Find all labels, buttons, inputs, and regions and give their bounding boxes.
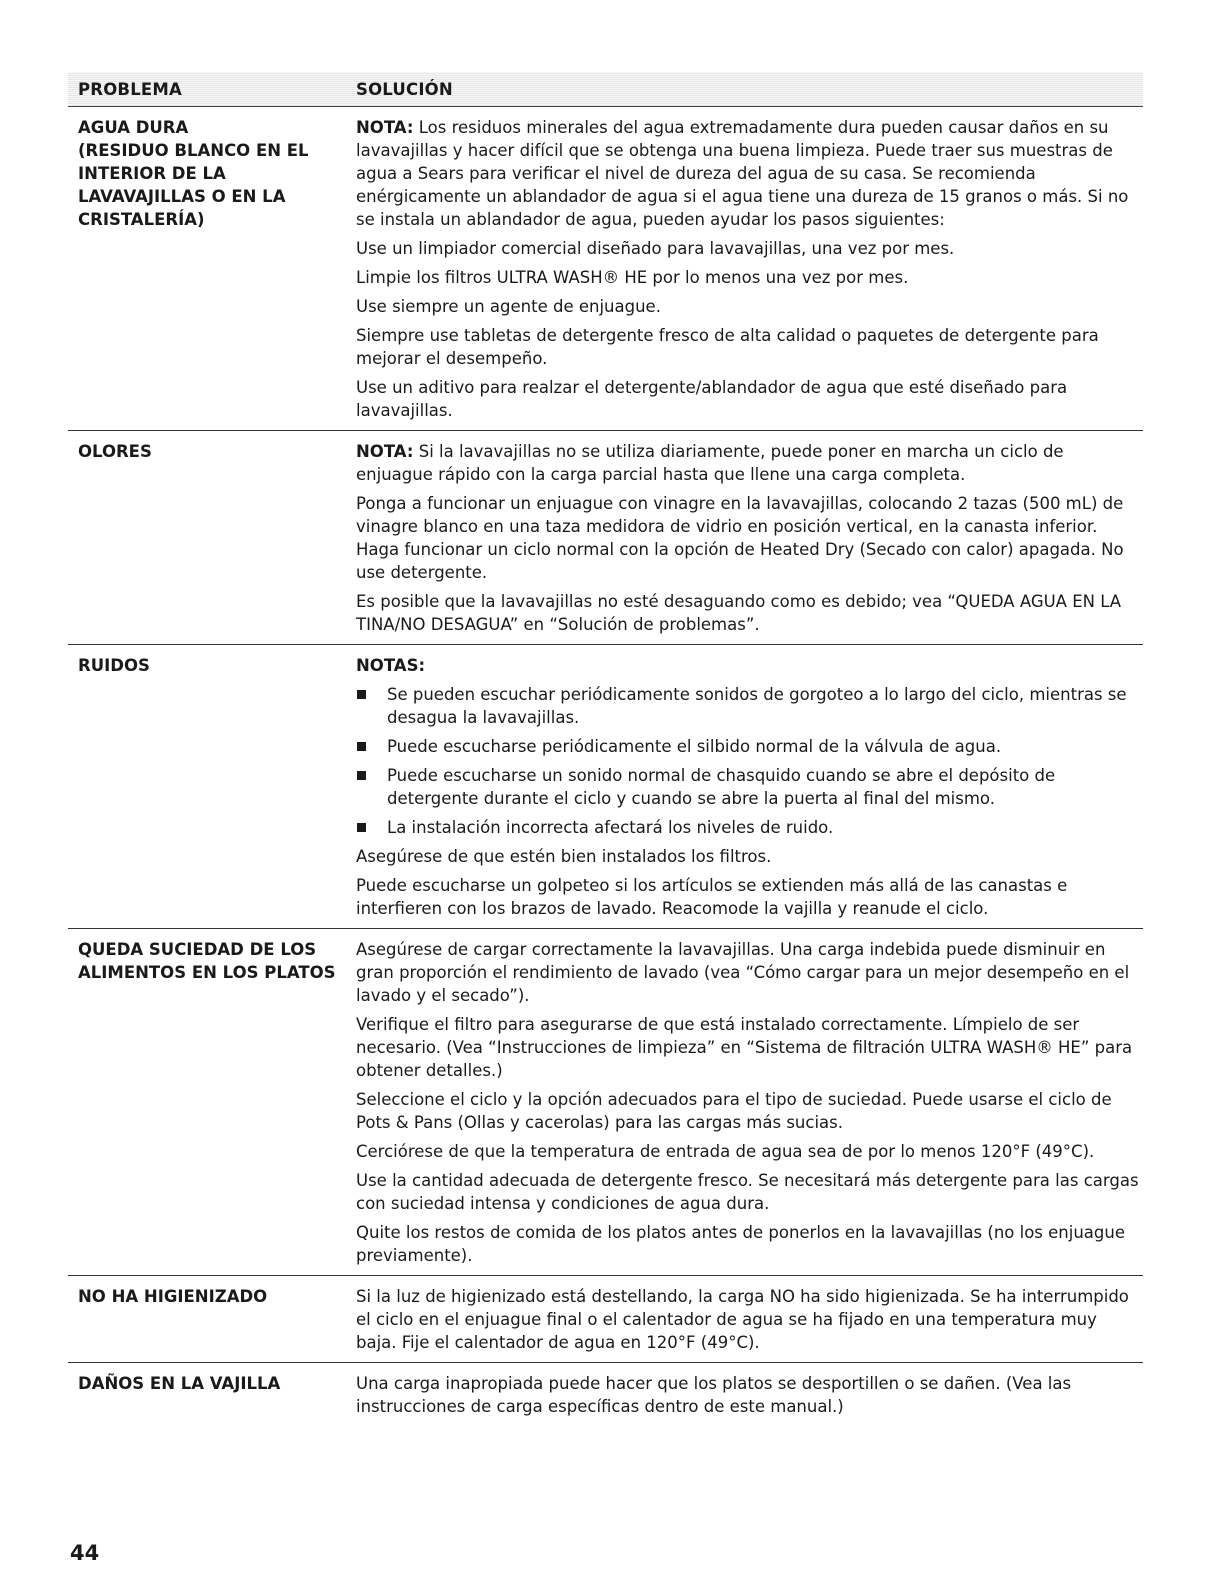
solution-note — [356, 116, 1139, 231]
problem-label: RUIDOS — [78, 656, 150, 675]
solution-text: Seleccione el ciclo y la opción adecuados para el tipo de suciedad. Puede usarse el ciclo de Pots & Pans (Ollas y cacerolas) para las cargas más sucias. — [356, 1090, 1112, 1132]
list-item: Puede escucharse periódicamente el silbido normal de la válvula de agua. — [356, 735, 1139, 758]
table-row-odors — [68, 431, 1143, 645]
solution-cell — [356, 938, 1143, 1267]
table-row-food-soil — [68, 929, 1143, 1276]
note-label: NOTA: — [356, 442, 414, 461]
table-header — [68, 72, 1143, 107]
solution-text: Es posible que la lavavajillas no esté desaguando como es debido; vea “QUEDA AGUA EN LA TINA/NO DESAGUA” en “Solución de problemas”. — [356, 592, 1122, 634]
solution-text: Use un limpiador comercial diseñado para lavavajillas, una vez por mes. — [356, 239, 955, 258]
bullet-icon — [357, 742, 366, 751]
troubleshooting-table — [68, 107, 1143, 1426]
table-row-noises — [68, 645, 1143, 929]
header-solution: SOLUCIÓN — [356, 80, 453, 99]
solution-text: Limpie los filtros ULTRA WASH® HE por lo menos una vez por mes. — [356, 268, 909, 287]
solution-cell — [356, 1372, 1143, 1418]
solution-text: Ponga a funcionar un enjuague con vinagre en la lavavajillas, colocando 2 tazas (500 mL) de vinagre blanco en una taza medidora de vidrio en posición vertical, en la canasta inferior. Haga funcionar un ciclo normal con la opción de Heated Dry (Secado con calor) apagada. No use detergente. — [356, 494, 1124, 582]
solution-text: Puede escucharse un golpeteo si los artículos se extienden más allá de las canastas e interfieren con los brazos de lavado. Reacomode la vajilla y reanude el ciclo. — [356, 876, 1068, 918]
problem-label: NO HA HIGIENIZADO — [78, 1287, 268, 1306]
solution-text: Use la cantidad adecuada de detergente fresco. Se necesitará más detergente para las cargas con suciedad intensa y condiciones de agua dura. — [356, 1171, 1139, 1213]
table-row-dish-damage — [68, 1363, 1143, 1426]
solution-text: Use siempre un agente de enjuague. — [356, 297, 661, 316]
table-row-hard-water — [68, 107, 1143, 431]
note-text: Si la lavavajillas no se utiliza diariamente, puede poner en marcha un ciclo de enjuague rápido con la carga parcial hasta que llene una carga completa. — [356, 442, 1064, 484]
solution-cell — [356, 654, 1143, 920]
bullet-icon — [357, 771, 366, 780]
problem-label: QUEDA SUCIEDAD DE LOS ALIMENTOS EN LOS PLATOS — [78, 940, 336, 982]
solution-text: Asegúrese de que estén bien instalados los filtros. — [356, 847, 772, 866]
table-row-not-sanitized — [68, 1276, 1143, 1363]
list-item: Se pueden escuchar periódicamente sonidos de gorgoteo a lo largo del ciclo, mientras se desagua la lavavajillas. — [356, 683, 1139, 729]
solution-note — [356, 654, 1139, 677]
notes-list — [356, 683, 1139, 839]
solution-text: Una carga inapropiada puede hacer que los platos se desportillen o se dañen. (Vea las instrucciones de carga específicas dentro de este manual.) — [356, 1374, 1072, 1416]
list-item: La instalación incorrecta afectará los niveles de ruido. — [356, 816, 1139, 839]
problem-label: DAÑOS EN LA VAJILLA — [78, 1374, 281, 1393]
note-label: NOTAS: — [356, 656, 426, 675]
solution-text: Siempre use tabletas de detergente fresco de alta calidad o paquetes de detergente para mejorar el desempeño. — [356, 326, 1099, 368]
bullet-icon — [357, 690, 366, 699]
header-problem: PROBLEMA — [78, 80, 182, 99]
solution-cell — [356, 116, 1143, 422]
solution-text: Quite los restos de comida de los platos antes de ponerlos en la lavavajillas (no los enjuague previamente). — [356, 1223, 1125, 1265]
solution-cell — [356, 440, 1143, 636]
solution-text: Use un aditivo para realzar el detergente/ablandador de agua que esté diseñado para lavavajillas. — [356, 378, 1068, 420]
note-label: NOTA: — [356, 118, 414, 137]
solution-text: Si la luz de higienizado está destellando, la carga NO ha sido higienizada. Se ha interrumpido el ciclo en el enjuague final o el calentador de agua se ha fijado en una temperatura muy baja. Fije el calentador de agua en 120°F (49°C). — [356, 1287, 1129, 1352]
solution-text: Cerciórese de que la temperatura de entrada de agua sea de por lo menos 120°F (49°C). — [356, 1142, 1095, 1161]
note-text: Los residuos minerales del agua extremadamente dura pueden causar daños en su lavavajillas y hacer difícil que se obtenga una buena limpieza. Puede traer sus muestras de agua a Sears para verificar el nivel de dureza del agua de su casa. Se recomienda enérgicamente un ablandador de agua si el agua tiene una dureza de 15 granos o más. Si no se instala un ablandador de agua, pueden ayudar los pasos siguientes: — [356, 118, 1129, 229]
page-number: 44 — [70, 1541, 100, 1565]
problem-label: AGUA DURA (RESIDUO BLANCO EN EL INTERIOR DE LA LAVAVAJILLAS O EN LA CRISTALERÍA) — [78, 118, 309, 229]
list-item: Puede escucharse un sonido normal de chasquido cuando se abre el depósito de detergente durante el ciclo y cuando se abre la puerta al final del mismo. — [356, 764, 1139, 810]
bullet-icon — [357, 823, 366, 832]
solution-note — [356, 440, 1139, 486]
problem-label: OLORES — [78, 442, 152, 461]
solution-text: Verifique el filtro para asegurarse de que está instalado correctamente. Límpielo de ser necesario. (Vea “Instrucciones de limpieza” en “Sistema de filtración ULTRA WASH® HE” para obtener detalles.) — [356, 1015, 1133, 1080]
solution-text: Asegúrese de cargar correctamente la lavavajillas. Una carga indebida puede disminuir en gran proporción el rendimiento de lavado (vea “Cómo cargar para un mejor desempeño en el lavado y el secado”). — [356, 940, 1130, 1005]
solution-cell — [356, 1285, 1143, 1354]
